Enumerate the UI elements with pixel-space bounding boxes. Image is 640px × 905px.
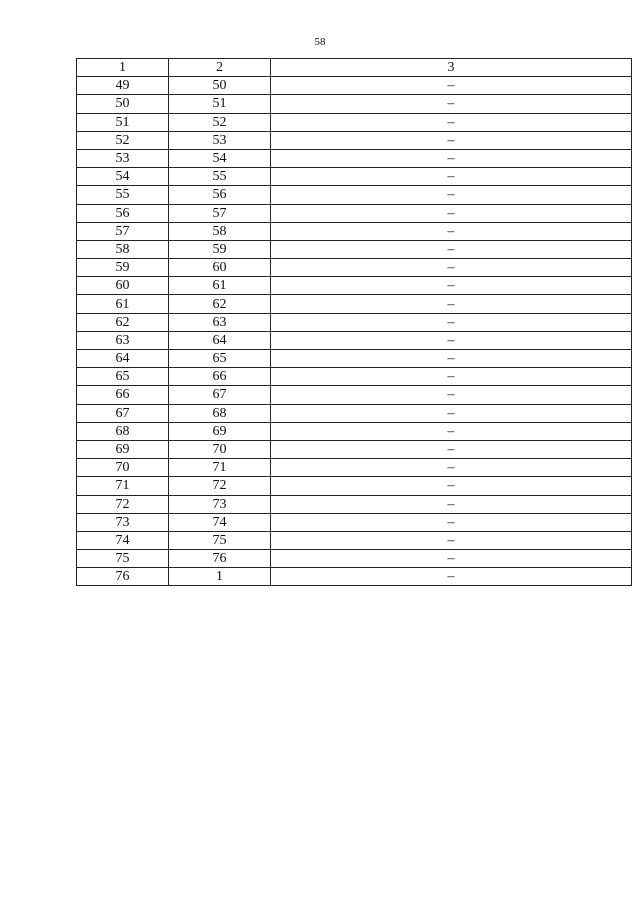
table-cell: 59 [169, 240, 271, 258]
table-row [77, 350, 632, 368]
table-cell: 65 [169, 350, 271, 368]
table-cell: 76 [77, 568, 169, 586]
table-cell: – [271, 277, 632, 295]
table-cell: – [271, 513, 632, 531]
table-cell: 49 [77, 77, 169, 95]
table-cell: 53 [169, 131, 271, 149]
table-cell: 59 [77, 259, 169, 277]
table-cell: 73 [169, 495, 271, 513]
table-cell: – [271, 422, 632, 440]
table-cell: – [271, 240, 632, 258]
table-cell: 70 [77, 459, 169, 477]
table-cell: – [271, 550, 632, 568]
table-cell: – [271, 568, 632, 586]
table-cell: 61 [169, 277, 271, 295]
table-cell: 76 [169, 550, 271, 568]
table-cell: 74 [169, 513, 271, 531]
table-row [77, 277, 632, 295]
table-row [77, 368, 632, 386]
table-cell: – [271, 149, 632, 167]
table-cell: 51 [77, 113, 169, 131]
table-cell: – [271, 331, 632, 349]
table-row [77, 531, 632, 549]
table-row [77, 550, 632, 568]
table-cell: 50 [77, 95, 169, 113]
column-header: 1 [77, 59, 169, 77]
table-cell: 69 [77, 440, 169, 458]
table-row [77, 113, 632, 131]
table-cell: – [271, 95, 632, 113]
table-cell: 50 [169, 77, 271, 95]
table-cell: 71 [77, 477, 169, 495]
table-cell: 68 [169, 404, 271, 422]
column-header: 2 [169, 59, 271, 77]
table-cell: – [271, 386, 632, 404]
table-row [77, 95, 632, 113]
data-table-container [76, 58, 631, 586]
table-cell: – [271, 204, 632, 222]
table-row [77, 313, 632, 331]
table-cell: 54 [169, 149, 271, 167]
table-row [77, 77, 632, 95]
table-cell: 61 [77, 295, 169, 313]
table-cell: 67 [77, 404, 169, 422]
table-header-row [77, 59, 632, 77]
table-cell: – [271, 350, 632, 368]
table-cell: 69 [169, 422, 271, 440]
table-cell: 56 [77, 204, 169, 222]
table-cell: – [271, 186, 632, 204]
data-table [76, 58, 632, 586]
table-row [77, 422, 632, 440]
table-cell: 58 [169, 222, 271, 240]
table-cell: 75 [169, 531, 271, 549]
table-row [77, 331, 632, 349]
table-cell: 63 [77, 331, 169, 349]
table-row [77, 459, 632, 477]
table-cell: 53 [77, 149, 169, 167]
table-cell: – [271, 295, 632, 313]
table-cell: – [271, 531, 632, 549]
table-cell: 63 [169, 313, 271, 331]
table-cell: 72 [77, 495, 169, 513]
table-cell: – [271, 495, 632, 513]
table-cell: 66 [169, 368, 271, 386]
table-body [77, 77, 632, 586]
column-header: 3 [271, 59, 632, 77]
table-cell: – [271, 131, 632, 149]
table-row [77, 222, 632, 240]
table-cell: – [271, 222, 632, 240]
table-cell: – [271, 477, 632, 495]
table-row [77, 204, 632, 222]
table-row [77, 568, 632, 586]
table-cell: – [271, 168, 632, 186]
table-cell: 55 [169, 168, 271, 186]
table-cell: 62 [169, 295, 271, 313]
table-cell: 75 [77, 550, 169, 568]
table-cell: – [271, 440, 632, 458]
table-cell: – [271, 259, 632, 277]
table-cell: 60 [169, 259, 271, 277]
table-cell: 70 [169, 440, 271, 458]
table-cell: 52 [77, 131, 169, 149]
table-row [77, 168, 632, 186]
table-cell: 65 [77, 368, 169, 386]
page-number: 58 [314, 36, 326, 48]
table-cell: – [271, 77, 632, 95]
table-cell: 64 [77, 350, 169, 368]
table-cell: 57 [169, 204, 271, 222]
table-cell: 60 [77, 277, 169, 295]
table-row [77, 513, 632, 531]
table-row [77, 495, 632, 513]
table-cell: 72 [169, 477, 271, 495]
table-cell: 67 [169, 386, 271, 404]
table-cell: 64 [169, 331, 271, 349]
table-cell: 57 [77, 222, 169, 240]
table-cell: 58 [77, 240, 169, 258]
table-cell: 66 [77, 386, 169, 404]
table-cell: 71 [169, 459, 271, 477]
table-row [77, 404, 632, 422]
table-cell: 56 [169, 186, 271, 204]
table-row [77, 386, 632, 404]
table-cell: – [271, 113, 632, 131]
table-cell: 1 [169, 568, 271, 586]
table-cell: – [271, 459, 632, 477]
table-cell: 54 [77, 168, 169, 186]
table-cell: 51 [169, 95, 271, 113]
table-row [77, 259, 632, 277]
table-cell: 68 [77, 422, 169, 440]
table-row [77, 477, 632, 495]
table-cell: – [271, 313, 632, 331]
table-row [77, 240, 632, 258]
table-cell: 62 [77, 313, 169, 331]
table-row [77, 186, 632, 204]
table-row [77, 149, 632, 167]
table-cell: 55 [77, 186, 169, 204]
table-row [77, 131, 632, 149]
table-cell: 74 [77, 531, 169, 549]
table-row [77, 440, 632, 458]
table-cell: 73 [77, 513, 169, 531]
table-cell: – [271, 368, 632, 386]
table-cell: – [271, 404, 632, 422]
table-cell: 52 [169, 113, 271, 131]
table-row [77, 295, 632, 313]
